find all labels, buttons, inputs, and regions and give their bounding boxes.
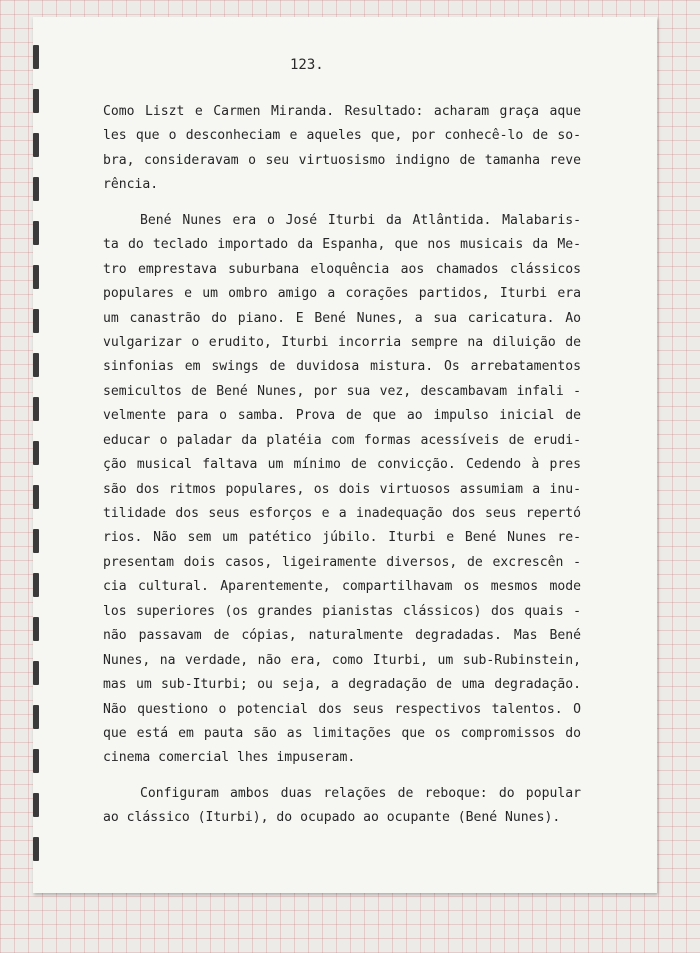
text-line: cinema comercial lhes impuseram. (103, 750, 356, 766)
text-line: Configuram ambos duas relações de reboque: do popular (140, 785, 581, 801)
text-line: Nunes, na verdade, não era, como Iturbi, um sub-Rubinstein, (103, 652, 581, 668)
binding-hole (33, 89, 39, 113)
text-line: não passavam de cópias, naturalmente degradadas. Mas Bené (103, 628, 581, 644)
binding-hole (33, 485, 39, 509)
binding-hole (33, 441, 39, 465)
text-line: educar o paladar da platéia com formas acessíveis de erudi- (103, 432, 581, 448)
binding-hole (33, 265, 39, 289)
text-line: Como Liszt e Carmen Miranda. Resultado: acharam graça aque (103, 104, 581, 119)
text-line: los superiores (os grandes pianistas clássicos) dos quais - (103, 603, 581, 619)
text-line: vulgarizar o erudito, Iturbi incorria sempre na diluição de (103, 334, 581, 350)
text-line: sinfonias em swings de duvidosa mistura. Os arrebatamentos (103, 359, 581, 375)
binding-holes (33, 45, 41, 885)
binding-hole (33, 529, 39, 553)
text-line: rência. (103, 177, 159, 193)
binding-hole (33, 221, 39, 245)
text-line: ta do teclado importado da Espanha, que nos musicais da Me- (103, 237, 581, 253)
text-line: velmente para o samba. Prova de que ao impulso inicial de (103, 408, 581, 424)
page-number: 123. (290, 57, 324, 73)
text-body (103, 100, 581, 831)
binding-hole (33, 793, 39, 817)
text-line: tilidade dos seus esforços e a inadequação dos seus repertó (103, 506, 581, 521)
text-line: les que o desconheciam e aqueles que, por conhecê-lo de so- (103, 128, 581, 144)
binding-hole (33, 353, 39, 377)
text-line: cia cultural. Aparentemente, compartilhavam os mesmos mode (103, 579, 581, 595)
text-line: Não questiono o potencial dos seus respectivos talentos. O (103, 701, 581, 717)
binding-hole (33, 177, 39, 201)
text-line: tro emprestava suburbana eloquência aos chamados clássicos (103, 261, 581, 277)
text-line: ao clássico (Iturbi), do ocupado ao ocupante (Bené Nunes). (103, 810, 561, 826)
binding-hole (33, 45, 39, 69)
text-line: são dos ritmos populares, os dois virtuosos assumiam a inu- (103, 481, 581, 497)
binding-hole (33, 661, 39, 685)
text-line: um canastrão do piano. E Bené Nunes, a sua caricatura. Ao (103, 310, 581, 326)
text-line: ção musical faltava um mínimo de convicção. Cedendo à pres (103, 457, 581, 473)
binding-hole (33, 705, 39, 729)
text-line: que está em pauta são as limitações que os compromissos do (103, 725, 581, 741)
binding-hole (33, 837, 39, 861)
binding-hole (33, 309, 39, 333)
text-line: Bené Nunes era o José Iturbi da Atlântida. Malabaris- (140, 212, 581, 228)
text-line: populares e um ombro amigo a corações partidos, Iturbi era (103, 286, 581, 302)
binding-hole (33, 573, 39, 597)
binding-hole (33, 397, 39, 421)
text-line: bra, consideravam o seu virtuosismo indigno de tamanha reve (103, 152, 581, 168)
text-line: semicultos de Bené Nunes, por sua vez, descambavam infali - (103, 383, 581, 399)
binding-hole (33, 617, 39, 641)
text-line: rios. Não sem um patético júbilo. Iturbi e Bené Nunes re- (103, 530, 581, 546)
binding-hole (33, 749, 39, 773)
binding-hole (33, 133, 39, 157)
text-line: mas um sub-Iturbi; ou seja, a degradação de uma degradação. (103, 677, 581, 693)
text-line: presentam dois casos, ligeiramente diversos, de excrescên - (103, 554, 581, 570)
